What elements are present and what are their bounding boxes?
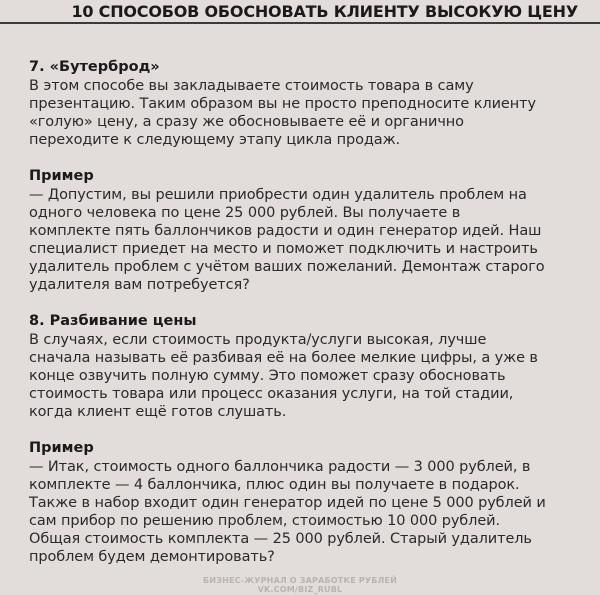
footer-link: VK.COM/BIZ_RUBL (257, 585, 343, 594)
text-line: В случаях, если стоимость продукта/услуги высокая, лучше (29, 332, 487, 348)
text-line: удалитель проблем с учётом ваших пожеланий. Демонтаж старого (29, 259, 545, 275)
text-line: удалителя вам потребуется? (29, 277, 250, 293)
text-line: Также в набор входит один генератор идей по цене 5 000 рублей и (29, 495, 546, 511)
text-line: В этом способе вы закладываете стоимость товара в саму (29, 78, 474, 94)
section-example-2 (29, 439, 589, 566)
text-line: конце озвучить полную сумму. Это поможет сразу обосновать (29, 368, 506, 384)
section-sandwich (29, 58, 589, 149)
text-line: одного человека по цене 25 000 рублей. Вы получаете в (29, 205, 461, 221)
section-heading-sandwich: 7. «Бутерброд» (29, 59, 160, 75)
text-line: сначала называть её разбивая её на более мелкие цифры, а уже в (29, 350, 538, 366)
text-line: комплекте пять баллончиков радости и один генератор идей. Наш (29, 223, 542, 239)
section-heading-price-split: 8. Разбивание цены (29, 313, 197, 329)
section-text-example-2 (29, 458, 589, 566)
text-line: специалист приедет на место и поможет подключить и настроить (29, 241, 538, 257)
text-line: стоимость товара или процесс оказания услуги, на той стадии, (29, 386, 514, 402)
text-line: — Итак, стоимость одного баллончика радости — 3 000 рублей, в (29, 459, 531, 475)
section-text-price-split (29, 331, 589, 421)
footer-watermark (0, 576, 600, 594)
section-example-1 (29, 167, 589, 294)
section-heading-example-1: Пример (29, 168, 94, 184)
text-line: проблем будем демонтировать? (29, 549, 275, 565)
text-line: сам прибор по решению проблем, стоимостью 10 000 рублей. (29, 513, 500, 529)
text-line: — Допустим, вы решили приобрести один удалитель проблем на (29, 187, 527, 203)
text-line: когда клиент ещё готов слушать. (29, 404, 287, 420)
text-line: комплекте — 4 баллончика, плюс один вы получаете в подарок. (29, 477, 520, 493)
footer-journal-name: БИЗНЕС-ЖУРНАЛ О ЗАРАБОТКЕ РУБЛЕЙ (203, 576, 397, 585)
page-title: 10 СПОСОБОВ ОБОСНОВАТЬ КЛИЕНТУ ВЫСОКУЮ ЦЕНУ (71, 2, 578, 21)
section-heading-example-2: Пример (29, 440, 94, 456)
text-line: «голую» цену, а сразу же обосновываете её и органично (29, 114, 464, 130)
text-line: презентацию. Таким образом вы не просто преподносите клиенту (29, 96, 536, 112)
article-body (29, 58, 589, 584)
text-line: Общая стоимость комплекта — 25 000 рублей. Старый удалитель (29, 531, 532, 547)
header-bar (0, 0, 600, 24)
section-price-split (29, 312, 589, 421)
text-line: переходите к следующему этапу цикла продаж. (29, 132, 401, 148)
section-text-sandwich (29, 77, 589, 149)
section-text-example-1 (29, 186, 589, 294)
